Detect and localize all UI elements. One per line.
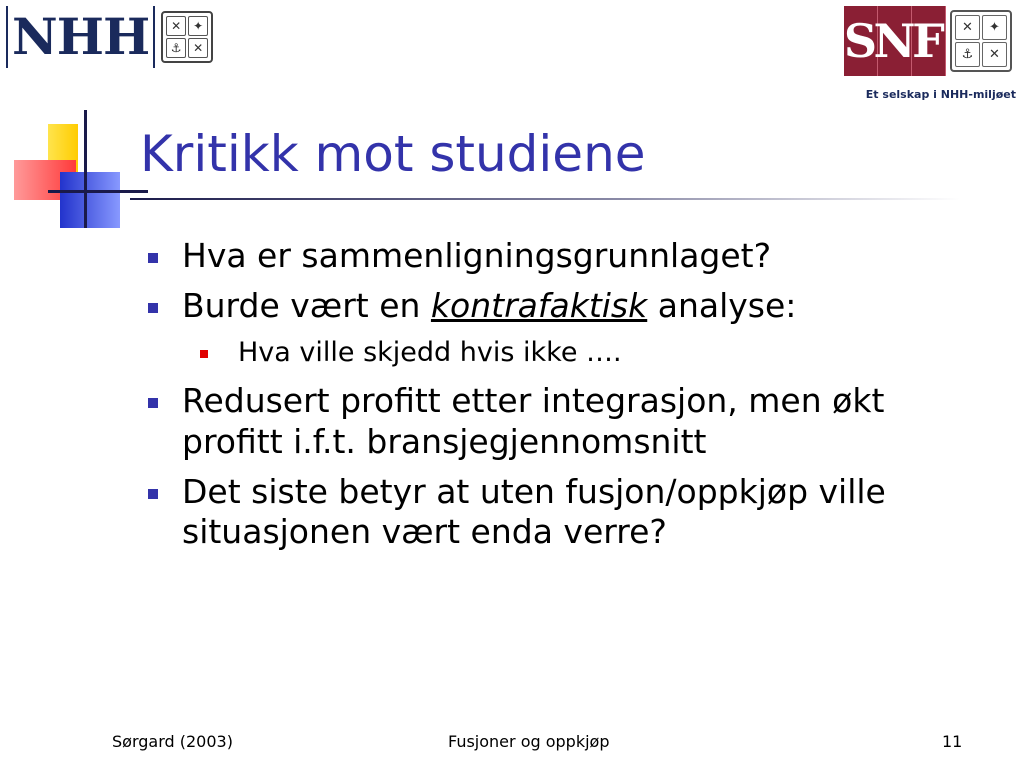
nhh-logo-text: NHH (6, 6, 155, 68)
deco-vertical-line (84, 110, 87, 228)
bullet-item (140, 381, 990, 462)
footer-page-number: 11 (942, 732, 963, 751)
nhh-logo (6, 6, 213, 68)
bullet-text: Hva er sammenligningsgrunnlaget? (182, 236, 772, 275)
footer-author: Sørgard (2003) (112, 732, 233, 751)
snf-seal-icon: ✕ ✦ ⚓ ✕ (950, 10, 1012, 72)
snf-letter-s: S (844, 6, 878, 76)
deco-blue-block (60, 172, 120, 228)
bullet-item (140, 286, 990, 326)
snf-letter-f: F (912, 6, 946, 76)
decorative-block-motif (0, 110, 150, 230)
snf-letter-n: N (878, 6, 912, 76)
bullet-square-icon (148, 489, 158, 499)
bullet-list (140, 236, 990, 562)
bullet-item (140, 472, 990, 553)
snf-logo (844, 6, 1016, 101)
sub-bullet-item (140, 337, 990, 370)
bullet-text-prefix: Burde vært en (182, 286, 431, 326)
bullet-square-icon (148, 253, 158, 263)
slide-title: Kritikk mot studiene (140, 125, 646, 183)
bullet-text: Det siste betyr at uten fusjon/oppkjøp ville situasjonen vært enda verre? (182, 471, 886, 552)
snf-tagline: Et selskap i NHH-miljøet (865, 88, 1016, 101)
title-divider (130, 198, 960, 200)
sub-bullet-square-icon (200, 350, 208, 358)
bullet-square-icon (148, 303, 158, 313)
deco-horizontal-line (48, 190, 148, 193)
footer-topic: Fusjoner og oppkjøp (448, 732, 610, 751)
bullet-text: Redusert profitt etter integrasjon, men økt profitt i.f.t. bransjegjennomsnitt (182, 381, 885, 461)
bullet-square-icon (148, 398, 158, 408)
bullet-item (140, 236, 990, 276)
sub-bullet-text: Hva ville skjedd hvis ikke …. (238, 336, 622, 368)
snf-logo-letters (844, 6, 946, 76)
nhh-seal-icon: ✕ ✦ ⚓ ✕ (161, 11, 213, 63)
bullet-text-suffix: analyse: (647, 286, 797, 326)
bullet-emphasis: kontrafaktisk (430, 286, 648, 326)
